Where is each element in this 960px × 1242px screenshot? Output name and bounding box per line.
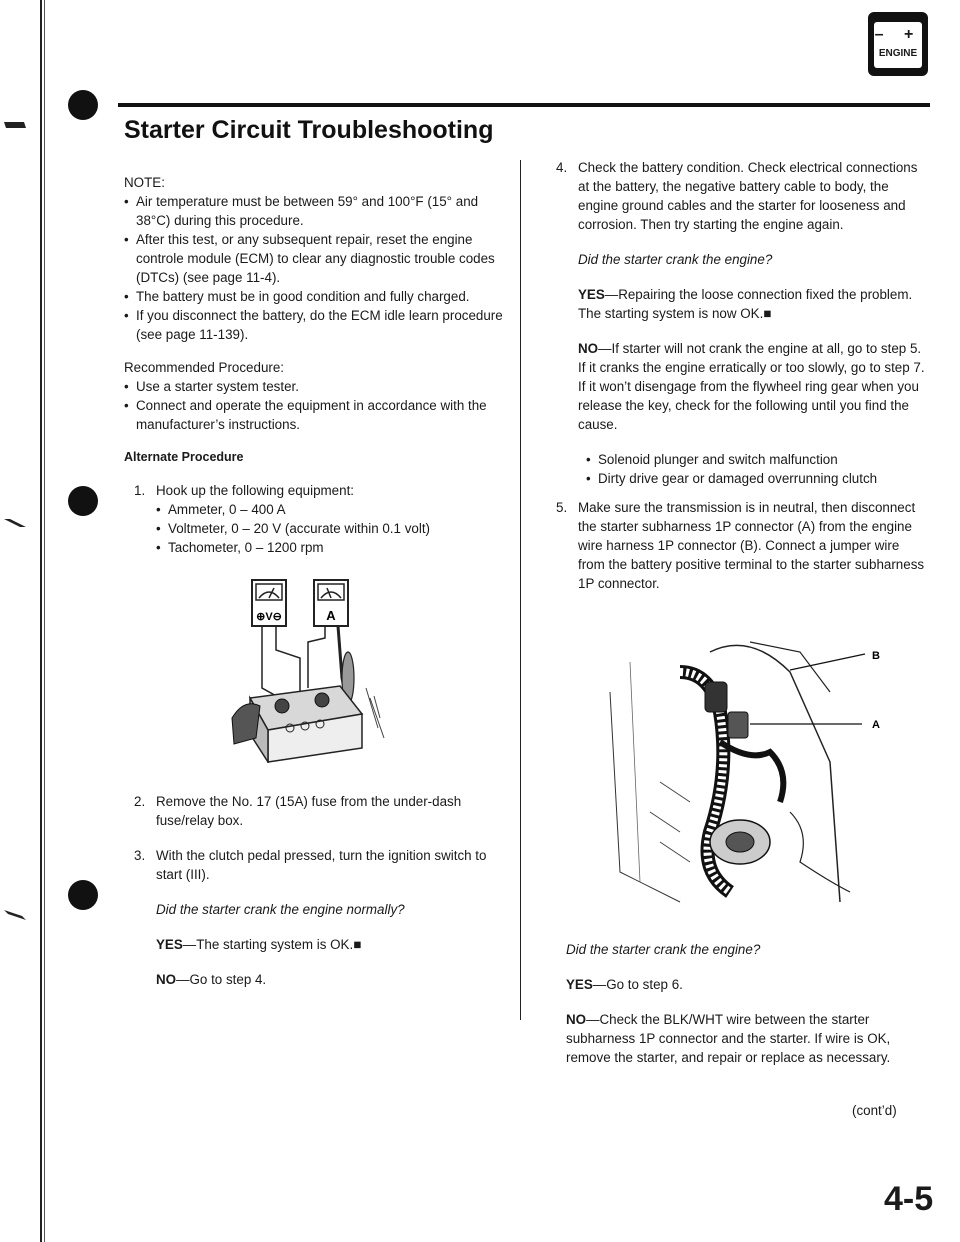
page-number: 4-5 <box>884 1180 934 1218</box>
equipment-item: • Tachometer, 0 – 1200 rpm <box>156 538 512 557</box>
step-text: Make sure the transmission is in neutral, then disconnect the starter subharness 1P connector (A) from the engine wire harness 1P connector (B). Connect a jumper wire from the battery positive terminal to the starter subharness 1P connector. <box>578 500 925 591</box>
note-heading: NOTE: <box>124 175 165 190</box>
yes-label: YES <box>578 287 605 302</box>
callout-a: A <box>872 719 880 731</box>
corner-tab-mark <box>2 118 28 132</box>
step-5-question: Did the starter crank the engine? <box>566 942 761 957</box>
header-rule <box>118 103 930 107</box>
step-4-no <box>578 339 928 434</box>
left-column <box>124 173 512 557</box>
binder-hole <box>68 880 98 910</box>
recommended-item: • Use a starter system tester. <box>124 377 512 396</box>
voltmeter-label: ⊕V⊖ <box>256 611 282 623</box>
no-label: NO <box>156 972 177 987</box>
equipment-item: • Ammeter, 0 – 400 A <box>156 500 512 519</box>
step-1 <box>134 481 512 500</box>
binding-edge-line-inner <box>44 0 45 1242</box>
step-text: With the clutch pedal pressed, turn the ignition switch to start (III). <box>156 848 487 882</box>
step-2 <box>134 792 512 830</box>
cause-item: • Dirty drive gear or damaged overrunning clutch <box>586 469 928 488</box>
yes-text: —Go to step 6. <box>592 977 683 992</box>
step-5-yes <box>566 975 926 994</box>
step-number: 5. <box>556 500 568 515</box>
battery-icon: – + <box>874 26 922 43</box>
note-item: • The battery must be in good condition and fully charged. <box>124 287 512 306</box>
step-3-yes <box>156 935 512 954</box>
yes-text: —Repairing the loose connection fixed the problem. The starting system is now OK.■ <box>578 287 913 321</box>
cause-item: • Solenoid plunger and switch malfunction <box>586 450 928 469</box>
ammeter-label: A <box>326 608 336 623</box>
recommended-heading: Recommended Procedure: <box>124 360 285 375</box>
binding-edge-line <box>40 0 42 1242</box>
corner-tab-mark <box>2 908 28 922</box>
step-text: Hook up the following equipment: <box>156 483 355 498</box>
engine-section-badge <box>868 12 928 76</box>
yes-label: YES <box>156 937 183 952</box>
corner-tab-mark <box>2 517 28 531</box>
step-5-no <box>566 1010 926 1067</box>
step-4-question: Did the starter crank the engine? <box>578 252 773 267</box>
column-divider <box>520 160 521 1020</box>
step-5 <box>556 498 928 593</box>
callout-b: B <box>872 650 880 662</box>
no-text: —If starter will not crank the engine at all, go to step 5. If it cranks the engine erratically or too slowly, go to step 7. If it won’t disengage from the flywheel ring gear when you release the key, check for the following until you find the cause. <box>578 341 925 432</box>
yes-label: YES <box>566 977 593 992</box>
step-number: 2. <box>134 794 146 809</box>
step-4-yes <box>578 285 928 323</box>
right-column <box>556 158 928 593</box>
starter-connector-illustration <box>600 632 900 912</box>
step-text: Remove the No. 17 (15A) fuse from the under-dash fuse/relay box. <box>156 794 462 828</box>
step-number: 4. <box>556 160 568 175</box>
left-column-lower <box>124 792 512 989</box>
note-item: • After this test, or any subsequent repair, reset the engine controle module (ECM) to clear any diagnostic trouble codes (DTCs) (see page 11-4). <box>124 230 512 287</box>
step-3-no <box>156 970 512 989</box>
step-number: 3. <box>134 848 146 863</box>
step-3-question: Did the starter crank the engine normally? <box>156 902 405 917</box>
equipment-item: • Voltmeter, 0 – 20 V (accurate within 0.1 volt) <box>156 519 512 538</box>
step-text: Check the battery condition. Check electrical connections at the battery, the negative battery cable to body, the engine ground cables and the starter for looseness and corrosion. Then try starting the engine again. <box>578 160 918 232</box>
step-3 <box>134 846 512 884</box>
right-column-lower <box>566 940 926 1067</box>
continued-note: (cont’d) <box>852 1103 897 1118</box>
badge-label: ENGINE <box>878 48 918 59</box>
note-item: • Air temperature must be between 59° and 100°F (15° and 38°C) during this procedure. <box>124 192 512 230</box>
binder-hole <box>68 90 98 120</box>
no-label: NO <box>566 1012 587 1027</box>
note-item: • If you disconnect the battery, do the ECM idle learn procedure (see page 11-139). <box>124 306 512 344</box>
alternate-heading: Alternate Procedure <box>124 450 244 464</box>
page-title: Starter Circuit Troubleshooting <box>124 116 494 144</box>
no-text: —Check the BLK/WHT wire between the starter subharness 1P connector and the starter. If wire is OK, remove the starter, and repair or replace as necessary. <box>566 1012 891 1065</box>
step-number: 1. <box>134 483 146 498</box>
no-label: NO <box>578 341 599 356</box>
binder-hole <box>68 486 98 516</box>
step-4 <box>556 158 928 234</box>
battery-test-illustration <box>230 578 390 763</box>
recommended-item: • Connect and operate the equipment in accordance with the manufacturer’s instructions. <box>124 396 512 434</box>
no-text: —Go to step 4. <box>176 972 267 987</box>
yes-text: —The starting system is OK.■ <box>182 937 362 952</box>
